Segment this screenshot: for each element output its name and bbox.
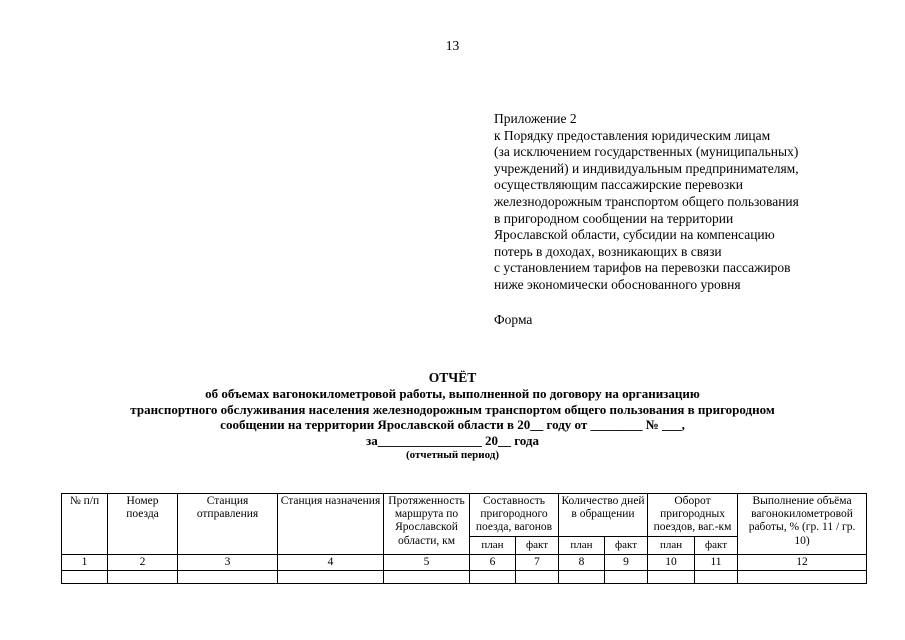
- header-train-composition: Составность пригородного поезда, вагонов: [470, 494, 559, 537]
- header-days-in-service: Количество дней в обращении: [559, 494, 648, 537]
- appendix-block: [494, 111, 894, 294]
- empty-cell: [178, 571, 278, 584]
- header-departure-station: Станция отправления: [178, 494, 278, 555]
- header-execution-percent: Выполнение объёма вагонокилометровой работы, % (гр. 11 / гр. 10): [738, 494, 867, 555]
- column-number-cell: 2: [108, 554, 178, 570]
- subheader-fact: факт: [695, 536, 738, 554]
- appendix-line: с установлением тарифов на перевозки пассажиров: [494, 260, 791, 276]
- empty-cell: [559, 571, 605, 584]
- appendix-line: учреждений) и индивидуальным предпринимателям,: [494, 160, 799, 176]
- appendix-line: Ярославской области, субсидии на компенсацию: [494, 227, 775, 243]
- column-number-cell: 10: [648, 554, 695, 570]
- column-number-cell: 12: [738, 554, 867, 570]
- report-subtitle-line: транспортного обслуживания населения железнодорожным транспортом общего пользования в пригородном: [130, 401, 775, 417]
- column-number-row: [62, 554, 867, 570]
- appendix-line: ниже экономически обоснованного уровня: [494, 276, 741, 292]
- empty-cell: [108, 571, 178, 584]
- subheader-fact: факт: [516, 536, 559, 554]
- header-destination-station: Станция назначения: [278, 494, 384, 555]
- page-number: 13: [445, 38, 460, 53]
- column-number-cell: 11: [695, 554, 738, 570]
- appendix-line: Приложение 2: [494, 111, 577, 126]
- header-train-number: Номер поезда: [108, 494, 178, 555]
- empty-cell: [738, 571, 867, 584]
- empty-cell: [605, 571, 648, 584]
- column-number-cell: 6: [470, 554, 516, 570]
- header-car-turnover: Оборот пригородных поездов, ваг.-км: [648, 494, 738, 537]
- report-subtitle-line: об объемах вагонокилометровой работы, выполненной по договору на организацию: [205, 385, 700, 401]
- report-subtitle-line: сообщении на территории Ярославской области в 20__ году от ________ № ___,: [220, 417, 685, 433]
- subheader-plan: план: [470, 536, 516, 554]
- empty-cell: [648, 571, 695, 584]
- column-number-cell: 7: [516, 554, 559, 570]
- report-table: [61, 493, 867, 584]
- appendix-line: в пригородном сообщении на территории: [494, 210, 734, 226]
- appendix-line: (за исключением государственных (муниципальных): [494, 144, 799, 160]
- report-period-line: за________________ 20__ года: [365, 433, 539, 449]
- subheader-plan: план: [648, 536, 695, 554]
- empty-cell: [62, 571, 108, 584]
- appendix-line: к Порядку предоставления юридическим лицам: [494, 127, 771, 143]
- column-number-cell: 8: [559, 554, 605, 570]
- column-number-cell: 9: [605, 554, 648, 570]
- header-row-number: № п/п: [62, 494, 108, 555]
- column-number-cell: 5: [384, 554, 470, 570]
- empty-data-row: [62, 571, 867, 584]
- empty-cell: [384, 571, 470, 584]
- column-number-cell: 1: [62, 554, 108, 570]
- appendix-line: потерь в доходах, возникающих в связи: [494, 243, 722, 259]
- empty-cell: [516, 571, 559, 584]
- form-label: Форма: [494, 312, 533, 327]
- column-number-cell: 3: [178, 554, 278, 570]
- table-header-row: [62, 494, 867, 537]
- report-title: ОТЧЁТ: [428, 370, 477, 385]
- empty-cell: [278, 571, 384, 584]
- subheader-plan: план: [559, 536, 605, 554]
- appendix-line: осуществляющим пассажирские перевозки: [494, 177, 743, 193]
- empty-cell: [695, 571, 738, 584]
- column-number-cell: 4: [278, 554, 384, 570]
- empty-cell: [470, 571, 516, 584]
- report-title-block: [0, 370, 905, 461]
- period-note: (отчетный период): [405, 448, 499, 461]
- appendix-line: железнодорожным транспортом общего пользования: [494, 193, 799, 209]
- subheader-fact: факт: [605, 536, 648, 554]
- header-route-length: Протяженность маршрута по Ярославской области, км: [384, 494, 470, 555]
